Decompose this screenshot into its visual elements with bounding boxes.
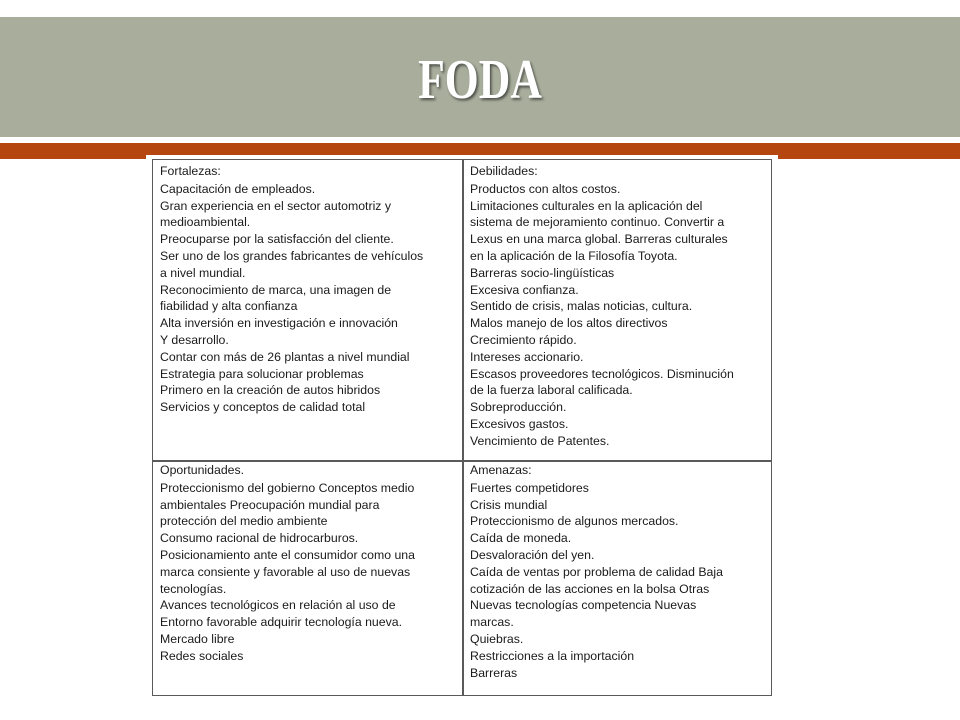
foda-item: Barreras socio-lingüísticas [470, 265, 615, 280]
foda-item: Y desarrollo. [160, 332, 229, 347]
foda-item: Vencimiento de Patentes. [470, 433, 610, 448]
slide-title: FODA [418, 49, 542, 111]
foda-item: Capacitación de empleados. [160, 181, 316, 196]
foda-item: Sentido de crisis, malas noticias, cultura. [470, 299, 693, 314]
foda-item: a nivel mundial. [160, 265, 246, 280]
foda-item: Limitaciones culturales en la aplicación del [470, 198, 703, 213]
quadrant-heading: Amenazas: [470, 463, 532, 477]
foda-item: cotización de las acciones en la bolsa Otras [470, 581, 710, 596]
foda-item: Crisis mundial [470, 497, 548, 512]
foda-item: Consumo racional de hidrocarburos. [160, 531, 359, 546]
foda-item: marca consiente y favorable al uso de nuevas [160, 564, 411, 579]
foda-item: Proteccionismo del gobierno Conceptos medio [160, 480, 415, 495]
foda-item: ambientales Preocupación mundial para [160, 497, 380, 512]
foda-item: Proteccionismo de algunos mercados. [470, 514, 679, 529]
foda-item: Barreras [470, 665, 518, 680]
foda-item: Reconocimiento de marca, una imagen de [160, 282, 392, 297]
foda-item: Excesiva confianza. [470, 282, 579, 297]
foda-item: medioambiental. [160, 215, 251, 230]
foda-item: Fuertes competidores [470, 480, 589, 495]
quadrant-amenazas [470, 462, 723, 681]
quadrant-heading: Debilidades: [470, 164, 538, 178]
foda-item: fiabilidad y alta confianza [160, 299, 298, 314]
foda-item: Nuevas tecnologías competencia Nuevas [470, 598, 697, 613]
foda-item: marcas. [470, 615, 514, 630]
foda-item: de la fuerza laboral calificada. [470, 383, 633, 398]
foda-item: Malos manejo de los altos directivos [470, 316, 668, 331]
foda-item: Servicios y conceptos de calidad total [160, 400, 366, 415]
foda-item: Alta inversión en investigación e innovación [160, 316, 398, 331]
foda-item: Ser uno de los grandes fabricantes de vehículos [160, 248, 424, 263]
foda-item: Avances tecnológicos en relación al uso de [160, 598, 396, 613]
foda-item: Entorno favorable adquirir tecnología nueva. [160, 615, 402, 630]
foda-item: Contar con más de 26 plantas a nivel mundial [160, 349, 410, 364]
foda-item: Escasos proveedores tecnológicos. Disminución [470, 366, 734, 381]
foda-item: Lexus en una marca global. Barreras culturales [470, 232, 728, 247]
quadrant-debilidades [470, 163, 734, 450]
quadrant-heading: Fortalezas: [160, 164, 221, 178]
foda-item: Sobreproducción. [470, 400, 567, 415]
foda-item: Primero en la creación de autos hibridos [160, 383, 381, 398]
foda-item: Preocuparse por la satisfacción del cliente. [160, 232, 394, 247]
foda-item: Caída de moneda. [470, 531, 572, 546]
foda-item: Restricciones a la importación [470, 648, 635, 663]
foda-item: en la aplicación de la Filosofía Toyota. [470, 248, 678, 263]
foda-item: Intereses accionario. [470, 349, 584, 364]
quadrant-oportunidades [160, 462, 415, 665]
foda-item: sistema de mejoramiento continuo. Convertir a [470, 215, 725, 230]
quadrant-heading: Oportunidades. [160, 463, 245, 477]
foda-item: Quiebras. [470, 631, 524, 646]
foda-item: Caída de ventas por problema de calidad Baja [470, 564, 723, 579]
foda-item: Redes sociales [160, 648, 244, 663]
foda-item: tecnologías. [160, 581, 227, 596]
quadrant-fortalezas [160, 163, 423, 416]
foda-item: protección del medio ambiente [160, 514, 328, 529]
foda-item: Gran experiencia en el sector automotriz y [160, 198, 392, 213]
foda-item: Mercado libre [160, 631, 235, 646]
table-divider-vertical [462, 159, 464, 696]
foda-item: Posicionamiento ante el consumidor como una [160, 547, 415, 562]
foda-item: Productos con altos costos. [470, 181, 621, 196]
foda-item: Desvaloración del yen. [470, 547, 595, 562]
foda-item: Estrategia para solucionar problemas [160, 366, 364, 381]
foda-item: Crecimiento rápido. [470, 332, 577, 347]
foda-item: Excesivos gastos. [470, 416, 569, 431]
